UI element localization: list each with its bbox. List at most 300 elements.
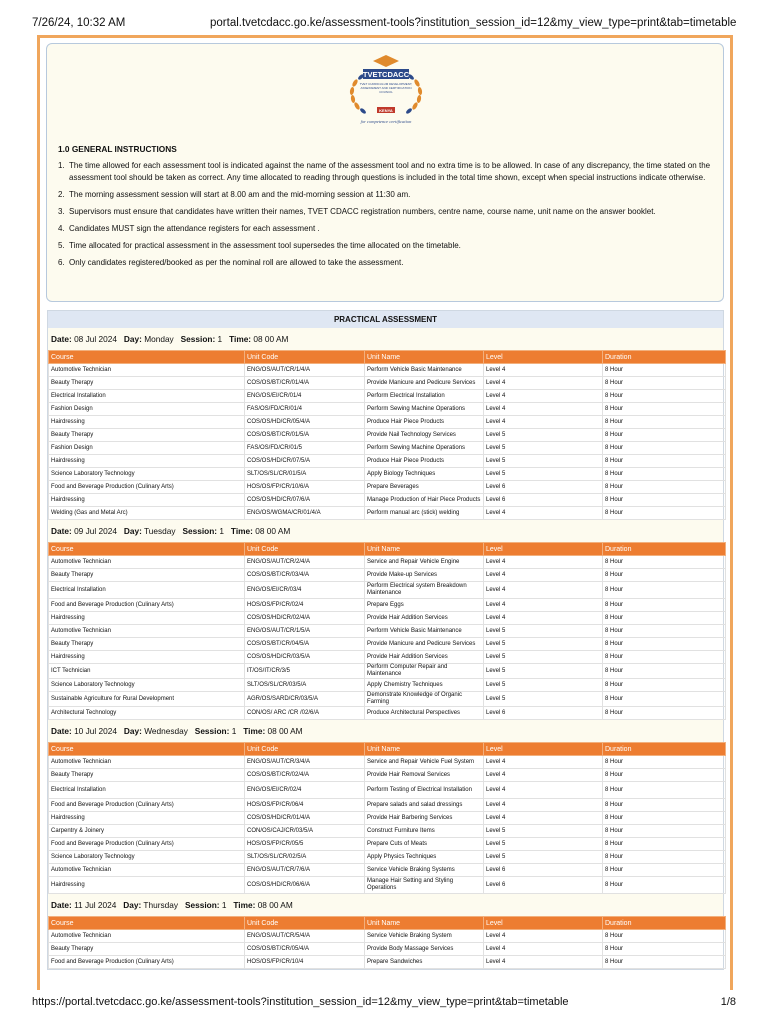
column-header: Unit Name: [365, 917, 484, 930]
column-header: Course: [49, 743, 245, 756]
table-row: [49, 364, 726, 377]
table-row: [49, 943, 726, 956]
table-cell: Level 5: [484, 838, 603, 851]
table-row: [49, 930, 726, 943]
table-cell: 8 Hour: [603, 864, 726, 877]
table-row: [49, 481, 726, 494]
table-cell: 8 Hour: [603, 930, 726, 943]
table-cell: Beauty Therapy: [49, 377, 245, 390]
table-cell: Perform Electrical system Breakdown Maintenance: [365, 582, 484, 599]
table-cell: Automotive Technician: [49, 864, 245, 877]
table-cell: Architectural Technology: [49, 707, 245, 720]
day-header-label: Date:: [51, 526, 72, 536]
table-cell: HOS/OS/FP/CR/05/5: [245, 838, 365, 851]
day-header-label: Date:: [51, 334, 72, 344]
table-cell: Service and Repair Vehicle Fuel System: [365, 756, 484, 769]
table-cell: ENG/OS/AUT/CR/3/4/A: [245, 756, 365, 769]
day-header-value: 10 Jul 2024: [74, 726, 117, 736]
schedule-table: [48, 542, 726, 720]
table-cell: COS/OS/HD/CR/06/6/A: [245, 877, 365, 894]
table-header-row: [49, 351, 726, 364]
table-cell: 8 Hour: [603, 756, 726, 769]
table-cell: Level 5: [484, 455, 603, 468]
day-header-value: 1: [221, 900, 227, 910]
table-cell: 8 Hour: [603, 707, 726, 720]
table-cell: Food and Beverage Production (Culinary Arts): [49, 481, 245, 494]
table-cell: Science Laboratory Technology: [49, 679, 245, 692]
table-cell: Level 4: [484, 799, 603, 812]
table-cell: Manage Hair Setting and Styling Operations: [365, 877, 484, 894]
table-cell: Welding (Gas and Metal Arc): [49, 507, 245, 520]
table-cell: 8 Hour: [603, 364, 726, 377]
table-cell: 8 Hour: [603, 877, 726, 894]
table-cell: COS/OS/BT/CR/04/5/A: [245, 638, 365, 651]
table-cell: Apply Chemistry Techniques: [365, 679, 484, 692]
day-header-label: Day:: [123, 526, 142, 536]
table-cell: 8 Hour: [603, 799, 726, 812]
table-cell: Fashion Design: [49, 403, 245, 416]
table-cell: Level 4: [484, 612, 603, 625]
day-header-label: Date:: [51, 726, 72, 736]
table-cell: Provide Make-up Services: [365, 569, 484, 582]
table-cell: COS/OS/HD/CR/01/4/A: [245, 812, 365, 825]
table-cell: CON/OS/CAJ/CR/03/5/A: [245, 825, 365, 838]
column-header: Duration: [603, 917, 726, 930]
table-cell: AGR/OS/SARD/CR/03/5/A: [245, 692, 365, 707]
table-cell: Food and Beverage Production (Culinary Arts): [49, 599, 245, 612]
table-cell: ENG/OS/AUT/CR/7/6/A: [245, 864, 365, 877]
table-cell: Level 6: [484, 864, 603, 877]
svg-text:TVET CURRICULUM DEVELOPMENT,: TVET CURRICULUM DEVELOPMENT,: [359, 82, 413, 86]
instruction-item: 1. The time allowed for each assessment tool is indicated against the name of the assessment tool and no extra time is to be allowed. In case of any discrepancy, the time stated on the assessment tool should be taken as correct. Any time allocated to reading through questions is included in the total time shown, except when special instructions indicate otherwise.: [58, 161, 711, 182]
table-row: [49, 494, 726, 507]
svg-text:for competence certification: for competence certification: [360, 119, 412, 124]
table-cell: FAS/OS/FD/CR/01/4: [245, 403, 365, 416]
table-cell: Carpentry & Joinery: [49, 825, 245, 838]
table-cell: Service Vehicle Braking Systems: [365, 864, 484, 877]
table-cell: COS/OS/BT/CR/03/4/A: [245, 569, 365, 582]
table-cell: Electrical Installation: [49, 390, 245, 403]
day-header-label: Session:: [194, 726, 230, 736]
column-header: Unit Name: [365, 351, 484, 364]
table-cell: Beauty Therapy: [49, 569, 245, 582]
svg-text:ASSESSMENT AND CERTIFICATION: ASSESSMENT AND CERTIFICATION: [360, 86, 412, 90]
day-header: [48, 720, 723, 742]
table-row: [49, 664, 726, 679]
table-cell: Prepare Eggs: [365, 599, 484, 612]
table-row: [49, 625, 726, 638]
table-cell: Manage Production of Hair Piece Products: [365, 494, 484, 507]
day-header-label: Time:: [233, 900, 256, 910]
table-cell: HOS/OS/FP/CR/06/4: [245, 799, 365, 812]
table-cell: 8 Hour: [603, 481, 726, 494]
table-cell: Beauty Therapy: [49, 769, 245, 782]
schedule-table: [48, 742, 726, 894]
table-cell: IT/OS/IT/CR/3/5: [245, 664, 365, 679]
table-row: [49, 442, 726, 455]
table-cell: Prepare salads and salad dressings: [365, 799, 484, 812]
table-cell: Perform Electrical Installation: [365, 390, 484, 403]
column-header: Level: [484, 351, 603, 364]
table-cell: Produce Hair Piece Products: [365, 455, 484, 468]
table-row: [49, 651, 726, 664]
table-cell: 8 Hour: [603, 494, 726, 507]
day-header-value: Tuesday: [144, 526, 176, 536]
table-row: [49, 812, 726, 825]
table-cell: CON/OS/ ARC /CR /02/6/A: [245, 707, 365, 720]
table-row: [49, 769, 726, 782]
table-cell: Apply Physics Techniques: [365, 851, 484, 864]
table-cell: Provide Nail Technology Services: [365, 429, 484, 442]
table-cell: Food and Beverage Production (Culinary Arts): [49, 956, 245, 969]
column-header: Duration: [603, 543, 726, 556]
timetable-days: [48, 328, 723, 969]
table-row: [49, 799, 726, 812]
svg-text:KENYA: KENYA: [379, 108, 393, 113]
table-cell: 8 Hour: [603, 429, 726, 442]
table-row: [49, 756, 726, 769]
column-header: Unit Code: [245, 743, 365, 756]
table-cell: 8 Hour: [603, 679, 726, 692]
svg-text:TVETCDACC: TVETCDACC: [362, 70, 410, 79]
table-row: [49, 468, 726, 481]
instruction-item: 5. Time allocated for practical assessment in the assessment tool supersedes the time allocated on the timetable.: [58, 241, 461, 250]
table-row: [49, 838, 726, 851]
table-cell: 8 Hour: [603, 664, 726, 679]
table-cell: Provide Body Massage Services: [365, 943, 484, 956]
table-row: [49, 429, 726, 442]
table-cell: COS/OS/HD/CR/07/5/A: [245, 455, 365, 468]
table-row: [49, 825, 726, 838]
table-cell: Level 4: [484, 812, 603, 825]
day-header-value: 11 Jul 2024: [74, 900, 117, 910]
table-cell: 8 Hour: [603, 403, 726, 416]
day-header-label: Session:: [184, 900, 220, 910]
day-header-value: 08 Jul 2024: [74, 334, 117, 344]
table-cell: Hairdressing: [49, 651, 245, 664]
table-cell: Level 5: [484, 851, 603, 864]
table-cell: Level 4: [484, 377, 603, 390]
timetable: [47, 310, 724, 970]
table-cell: Hairdressing: [49, 494, 245, 507]
table-cell: Hairdressing: [49, 812, 245, 825]
table-cell: Level 5: [484, 692, 603, 707]
table-header-row: [49, 543, 726, 556]
table-cell: Level 4: [484, 390, 603, 403]
table-cell: Provide Hair Removal Services: [365, 769, 484, 782]
column-header: Unit Name: [365, 743, 484, 756]
day-header-value: 1: [231, 726, 237, 736]
day-header-label: Time:: [230, 526, 253, 536]
table-row: [49, 692, 726, 707]
table-cell: Level 4: [484, 599, 603, 612]
table-row: [49, 556, 726, 569]
table-cell: Level 5: [484, 679, 603, 692]
table-cell: Prepare Cuts of Meats: [365, 838, 484, 851]
table-cell: COS/OS/HD/CR/05/4/A: [245, 416, 365, 429]
column-header: Unit Code: [245, 917, 365, 930]
table-cell: 8 Hour: [603, 582, 726, 599]
footer-url: https://portal.tvetcdacc.go.ke/assessment-tools?institution_session_id=12&my_view_type=print&tab=timetable: [32, 996, 569, 1008]
day-header-value: Monday: [144, 334, 174, 344]
column-header: Level: [484, 543, 603, 556]
table-cell: Sustainable Agriculture for Rural Development: [49, 692, 245, 707]
table-cell: ICT Technician: [49, 664, 245, 679]
column-header: Unit Code: [245, 351, 365, 364]
day-header-value: 08 00 AM: [253, 334, 289, 344]
instruction-item: 3. Supervisors must ensure that candidates have written their names, TVET CDACC registration numbers, centre name, course name, unit name on the answer booklet.: [58, 207, 656, 216]
table-cell: ENG/OS/AUT/CR/1/5/A: [245, 625, 365, 638]
column-header: Duration: [603, 351, 726, 364]
table-cell: FAS/OS/FD/CR/01/5: [245, 442, 365, 455]
table-cell: 8 Hour: [603, 556, 726, 569]
table-row: [49, 507, 726, 520]
table-cell: Automotive Technician: [49, 364, 245, 377]
table-cell: Level 5: [484, 651, 603, 664]
column-header: Course: [49, 917, 245, 930]
column-header: Level: [484, 743, 603, 756]
table-cell: 8 Hour: [603, 769, 726, 782]
table-cell: Level 4: [484, 507, 603, 520]
table-cell: Provide Manicure and Pedicure Services: [365, 377, 484, 390]
tvetcdacc-logo: [341, 53, 431, 131]
table-cell: Hairdressing: [49, 612, 245, 625]
table-cell: Automotive Technician: [49, 930, 245, 943]
table-cell: Perform Vehicle Basic Maintenance: [365, 364, 484, 377]
table-cell: Provide Manicure and Pedicure Services: [365, 638, 484, 651]
print-url: portal.tvetcdacc.go.ke/assessment-tools?institution_session_id=12&my_view_type=print&tab=timetable: [210, 17, 737, 29]
day-header-value: Thursday: [143, 900, 179, 910]
page-number: 1/8: [720, 996, 736, 1008]
table-cell: Electrical Installation: [49, 582, 245, 599]
instruction-item: 2. The morning assessment session will start at 8.00 am and the mid-morning session at 11:30 am.: [58, 190, 411, 199]
table-cell: Level 4: [484, 956, 603, 969]
table-cell: 8 Hour: [603, 612, 726, 625]
table-cell: 8 Hour: [603, 599, 726, 612]
table-cell: ENG/OS/AUT/CR/2/4/A: [245, 556, 365, 569]
day-header-value: 09 Jul 2024: [74, 526, 117, 536]
table-cell: Prepare Sandwiches: [365, 956, 484, 969]
table-row: [49, 707, 726, 720]
day-header-label: Session:: [180, 334, 216, 344]
day-header: [48, 328, 723, 350]
table-cell: COS/OS/BT/CR/02/4/A: [245, 769, 365, 782]
table-cell: Fashion Design: [49, 442, 245, 455]
table-row: [49, 390, 726, 403]
day-header-value: Wednesday: [144, 726, 188, 736]
table-cell: Provide Hair Addition Services: [365, 651, 484, 664]
table-cell: Level 4: [484, 930, 603, 943]
table-cell: ENG/OS/AUT/CR/5/4/A: [245, 930, 365, 943]
table-cell: Level 4: [484, 756, 603, 769]
day-header-label: Time:: [229, 334, 252, 344]
table-header-row: [49, 743, 726, 756]
table-cell: Automotive Technician: [49, 625, 245, 638]
table-cell: Level 4: [484, 782, 603, 799]
table-cell: Beauty Therapy: [49, 638, 245, 651]
table-row: [49, 455, 726, 468]
day-header: [48, 520, 723, 542]
table-cell: 8 Hour: [603, 390, 726, 403]
column-header: Unit Code: [245, 543, 365, 556]
table-cell: COS/OS/BT/CR/05/4/A: [245, 943, 365, 956]
table-cell: SLT/OS/SL/CR/02/5/A: [245, 851, 365, 864]
day-header-label: Time:: [243, 726, 266, 736]
table-cell: ENG/OS/EI/CR/01/4: [245, 390, 365, 403]
day-header-label: Day:: [123, 900, 142, 910]
table-cell: COS/OS/BT/CR/01/4/A: [245, 377, 365, 390]
table-cell: 8 Hour: [603, 812, 726, 825]
table-cell: 8 Hour: [603, 377, 726, 390]
table-cell: Level 4: [484, 403, 603, 416]
day-header-label: Session:: [182, 526, 218, 536]
table-cell: 8 Hour: [603, 468, 726, 481]
table-cell: Level 4: [484, 943, 603, 956]
day-header-value: 08 00 AM: [255, 526, 291, 536]
table-cell: Level 5: [484, 468, 603, 481]
table-row: [49, 877, 726, 894]
table-cell: Beauty Therapy: [49, 943, 245, 956]
table-cell: Food and Beverage Production (Culinary Arts): [49, 799, 245, 812]
day-header: [48, 894, 723, 916]
day-header-value: 1: [217, 334, 223, 344]
column-header: Course: [49, 543, 245, 556]
table-cell: Level 6: [484, 707, 603, 720]
table-row: [49, 956, 726, 969]
table-cell: 8 Hour: [603, 838, 726, 851]
print-datetime: 7/26/24, 10:32 AM: [32, 17, 126, 29]
day-header-value: 08 00 AM: [267, 726, 303, 736]
table-cell: COS/OS/HD/CR/07/6/A: [245, 494, 365, 507]
table-cell: COS/OS/HD/CR/02/4/A: [245, 612, 365, 625]
table-cell: Level 5: [484, 625, 603, 638]
table-cell: SLT/OS/SL/CR/01/5/A: [245, 468, 365, 481]
general-instructions-panel: [46, 43, 724, 302]
table-cell: Science Laboratory Technology: [49, 468, 245, 481]
table-cell: Level 5: [484, 664, 603, 679]
instructions-title: 1.0 GENERAL INSTRUCTIONS: [58, 144, 177, 154]
table-cell: 8 Hour: [603, 651, 726, 664]
table-cell: ENG/OS/AUT/CR/1/4/A: [245, 364, 365, 377]
table-cell: Level 5: [484, 429, 603, 442]
day-header-label: Date:: [51, 900, 72, 910]
table-cell: Level 6: [484, 877, 603, 894]
table-cell: ENG/OS/WGMA/CR/01/4/A: [245, 507, 365, 520]
table-row: [49, 679, 726, 692]
print-header: [0, 0, 768, 34]
table-cell: Hairdressing: [49, 455, 245, 468]
table-row: [49, 582, 726, 599]
table-cell: Level 5: [484, 825, 603, 838]
table-row: [49, 782, 726, 799]
table-row: [49, 416, 726, 429]
table-cell: 8 Hour: [603, 943, 726, 956]
table-row: [49, 599, 726, 612]
table-row: [49, 638, 726, 651]
table-row: [49, 377, 726, 390]
table-cell: 8 Hour: [603, 825, 726, 838]
table-cell: 8 Hour: [603, 455, 726, 468]
table-header-row: [49, 917, 726, 930]
table-cell: HOS/OS/FP/CR/10/6/A: [245, 481, 365, 494]
table-cell: Service and Repair Vehicle Engine: [365, 556, 484, 569]
table-cell: Perform Computer Repair and Maintenance: [365, 664, 484, 679]
table-cell: Perform Vehicle Basic Maintenance: [365, 625, 484, 638]
table-cell: Level 4: [484, 569, 603, 582]
table-cell: Level 4: [484, 416, 603, 429]
table-row: [49, 851, 726, 864]
table-cell: Level 5: [484, 638, 603, 651]
print-footer: [0, 994, 768, 1014]
table-cell: Level 4: [484, 582, 603, 599]
table-cell: Perform Sewing Machine Operations: [365, 442, 484, 455]
table-row: [49, 403, 726, 416]
table-cell: Electrical Installation: [49, 782, 245, 799]
table-cell: Provide Hair Barbering Services: [365, 812, 484, 825]
table-cell: Prepare Beverages: [365, 481, 484, 494]
day-header-value: 08 00 AM: [257, 900, 293, 910]
table-cell: ENG/OS/EI/CR/03/4: [245, 582, 365, 599]
table-cell: COS/OS/HD/CR/03/5/A: [245, 651, 365, 664]
table-cell: SLT/OS/SL/CR/03/5/A: [245, 679, 365, 692]
table-row: [49, 569, 726, 582]
table-cell: 8 Hour: [603, 507, 726, 520]
table-cell: Automotive Technician: [49, 556, 245, 569]
day-header-value: 1: [219, 526, 224, 536]
table-cell: Level 5: [484, 442, 603, 455]
table-cell: 8 Hour: [603, 442, 726, 455]
table-cell: Perform Testing of Electrical Installation: [365, 782, 484, 799]
table-cell: 8 Hour: [603, 956, 726, 969]
table-cell: Hairdressing: [49, 877, 245, 894]
column-header: Course: [49, 351, 245, 364]
table-cell: Level 4: [484, 364, 603, 377]
table-cell: Construct Furniture Items: [365, 825, 484, 838]
table-cell: COS/OS/BT/CR/01/5/A: [245, 429, 365, 442]
table-cell: Perform Sewing Machine Operations: [365, 403, 484, 416]
table-cell: 8 Hour: [603, 851, 726, 864]
instructions-list: [58, 160, 718, 274]
table-cell: Perform manual arc (stick) welding: [365, 507, 484, 520]
table-cell: 8 Hour: [603, 692, 726, 707]
table-cell: ENG/OS/EI/CR/02/4: [245, 782, 365, 799]
table-cell: Apply Biology Techniques: [365, 468, 484, 481]
svg-text:COUNCIL: COUNCIL: [379, 90, 393, 94]
column-header: Level: [484, 917, 603, 930]
day-header-label: Day:: [123, 334, 142, 344]
table-cell: Demonstrate Knowledge of Organic Farming: [365, 692, 484, 707]
table-cell: 8 Hour: [603, 625, 726, 638]
table-cell: Produce Architectural Perspectives: [365, 707, 484, 720]
table-cell: Provide Hair Addition Services: [365, 612, 484, 625]
table-cell: Level 4: [484, 556, 603, 569]
table-cell: 8 Hour: [603, 416, 726, 429]
section-title: PRACTICAL ASSESSMENT: [48, 311, 723, 328]
table-cell: Service Vehicle Braking System: [365, 930, 484, 943]
column-header: Duration: [603, 743, 726, 756]
table-cell: 8 Hour: [603, 638, 726, 651]
table-cell: Hairdressing: [49, 416, 245, 429]
instruction-item: 6. Only candidates registered/booked as per the nominal roll are allowed to take the assessment.: [58, 258, 404, 267]
table-cell: Science Laboratory Technology: [49, 851, 245, 864]
table-cell: 8 Hour: [603, 569, 726, 582]
table-cell: Level 4: [484, 769, 603, 782]
table-cell: HOS/OS/FP/CR/10/4: [245, 956, 365, 969]
table-cell: Beauty Therapy: [49, 429, 245, 442]
table-cell: Level 6: [484, 494, 603, 507]
instruction-item: 4. Candidates MUST sign the attendance registers for each assessment .: [58, 224, 320, 233]
table-cell: Food and Beverage Production (Culinary Arts): [49, 838, 245, 851]
